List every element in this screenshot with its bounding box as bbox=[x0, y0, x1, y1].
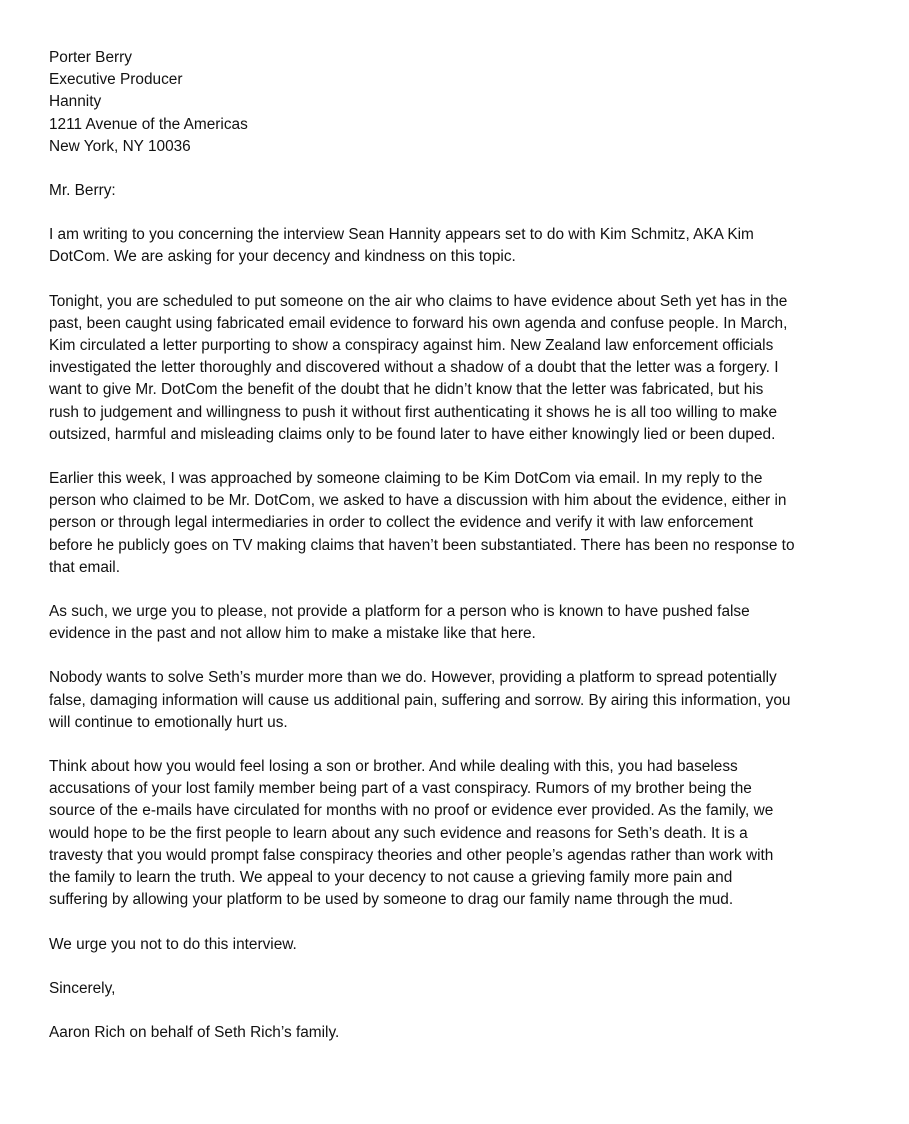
paragraph-line: outsized, harmful and misleading claims only to be found later to have either knowingly lied or been duped. bbox=[49, 425, 776, 443]
paragraph-line: would hope to be the first people to learn about any such evidence and reasons for Seth’s death. It is a bbox=[49, 824, 748, 842]
recipient-city: New York, NY 10036 bbox=[49, 137, 191, 155]
paragraph-7 bbox=[49, 934, 879, 956]
paragraph-1 bbox=[49, 224, 879, 268]
paragraph-4 bbox=[49, 601, 879, 645]
paragraph-line: want to give Mr. DotCom the benefit of the doubt that he didn’t know that the letter was fabricated, but his bbox=[49, 381, 764, 399]
paragraph-line: We urge you not to do this interview. bbox=[49, 935, 297, 953]
recipient-address bbox=[49, 47, 879, 158]
recipient-name: Porter Berry bbox=[49, 49, 132, 66]
paragraph-line: suffering by allowing your platform to be used by someone to drag our family name through the mud. bbox=[49, 891, 734, 909]
paragraph-line: Nobody wants to solve Seth’s murder more than we do. However, providing a platform to spread potentially bbox=[49, 669, 777, 687]
paragraph-line: the family to learn the truth. We appeal to your decency to not cause a grieving family more pain and bbox=[49, 869, 733, 887]
paragraph-line: Earlier this week, I was approached by someone claiming to be Kim DotCom via email. In my reply to the bbox=[49, 470, 763, 488]
paragraph-3 bbox=[49, 468, 879, 579]
recipient-title: Executive Producer bbox=[49, 71, 183, 89]
paragraph-line: rush to judgement and willingness to push it without first authenticating it shows he is all too willing to make bbox=[49, 403, 778, 421]
recipient-organization: Hannity bbox=[49, 93, 102, 111]
paragraph-line: accusations of your lost family member being part of a vast conspiracy. Rumors of my brother being the bbox=[49, 780, 752, 798]
paragraph-line: evidence in the past and not allow him to make a mistake like that here. bbox=[49, 625, 536, 643]
paragraph-line: I am writing to you concerning the interview Sean Hannity appears set to do with Kim Schmitz, AKA Kim bbox=[49, 226, 754, 244]
paragraph-line: person who claimed to be Mr. DotCom, we asked to have a discussion with him about the evidence, either in bbox=[49, 492, 787, 510]
closing: Sincerely, bbox=[49, 979, 116, 997]
letter bbox=[49, 47, 879, 1044]
paragraph-2 bbox=[49, 291, 879, 446]
paragraph-line: before he publicly goes on TV making claims that haven’t been substantiated. There has been no response to bbox=[49, 536, 795, 554]
salutation: Mr. Berry: bbox=[49, 182, 116, 200]
paragraph-6 bbox=[49, 756, 879, 911]
paragraph-line: person or through legal intermediaries in order to collect the evidence and verify it with law enforcement bbox=[49, 514, 754, 532]
paragraph-line: investigated the letter thoroughly and discovered without a shadow of a doubt that the letter was a forgery. I bbox=[49, 359, 779, 377]
paragraph-line: DotCom. We are asking for your decency and kindness on this topic. bbox=[49, 248, 516, 266]
paragraph-line: past, been caught using fabricated email evidence to forward his own agenda and confuse people. In March, bbox=[49, 314, 788, 332]
paragraph-line: Tonight, you are scheduled to put someone on the air who claims to have evidence about Seth yet has in the bbox=[49, 292, 788, 310]
paragraph-line: As such, we urge you to please, not provide a platform for a person who is known to have pushed false bbox=[49, 603, 750, 621]
paragraph-line: false, damaging information will cause us additional pain, suffering and sorrow. By airing this information, you bbox=[49, 691, 791, 709]
paragraph-line: Kim circulated a letter purporting to show a conspiracy against him. New Zealand law enforcement officials bbox=[49, 337, 774, 355]
paragraph-line: that email. bbox=[49, 558, 121, 576]
paragraph-line: source of the e-mails have circulated for months with no proof or evidence ever provided. As the family, we bbox=[49, 802, 774, 820]
paragraph-line: Think about how you would feel losing a son or brother. And while dealing with this, you had baseless bbox=[49, 758, 738, 776]
paragraph-5 bbox=[49, 667, 879, 734]
paragraph-line: travesty that you would prompt false conspiracy theories and other people’s agendas rather than work with bbox=[49, 846, 774, 864]
paragraph-line: will continue to emotionally hurt us. bbox=[49, 713, 288, 731]
recipient-street: 1211 Avenue of the Americas bbox=[49, 115, 248, 133]
signature: Aaron Rich on behalf of Seth Rich’s family. bbox=[49, 1023, 340, 1041]
